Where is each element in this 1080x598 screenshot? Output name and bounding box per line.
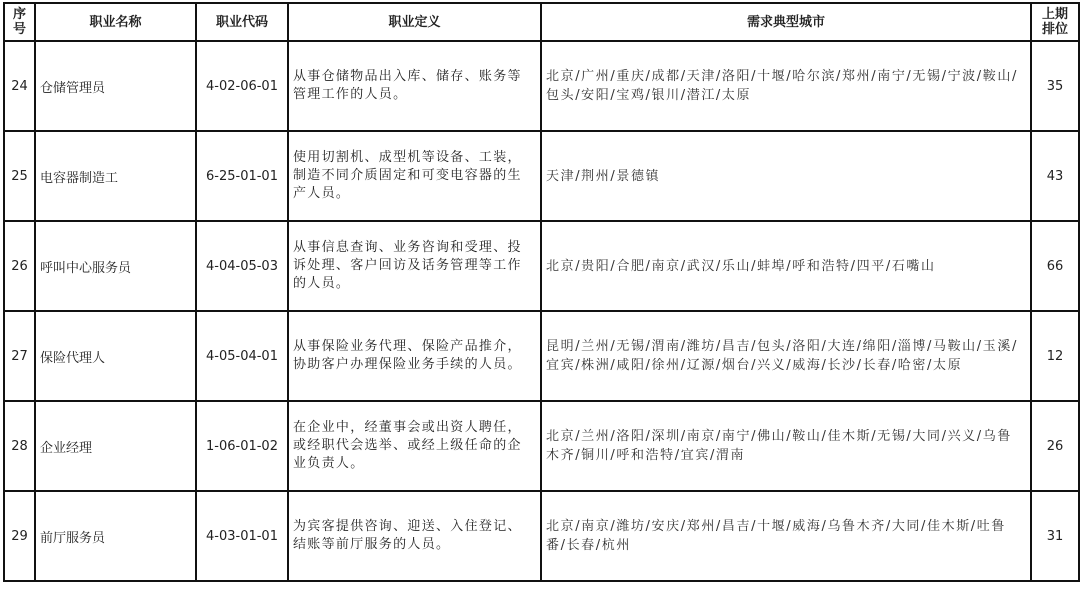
previous-rank: 43: [1031, 131, 1079, 221]
occupation-name: 前厅服务员: [35, 491, 196, 581]
occupation-name: 企业经理: [35, 401, 196, 491]
previous-rank: 12: [1031, 311, 1079, 401]
occupation-definition: 从事保险业务代理、保险产品推介，协助客户办理保险业务手续的人员。: [288, 311, 541, 401]
demand-cities: 昆明/兰州/无锡/渭南/潍坊/昌吉/包头/洛阳/大连/绵阳/淄博/马鞍山/玉溪/宜宾/株洲/咸阳/徐州/辽源/烟台/兴义/威海/长沙/长春/哈密/太原: [541, 311, 1031, 401]
previous-rank: 31: [1031, 491, 1079, 581]
row-number: 29: [4, 491, 35, 581]
table-row: [4, 41, 1079, 131]
header-code: 职业代码: [196, 3, 288, 41]
row-number: 26: [4, 221, 35, 311]
previous-rank: 26: [1031, 401, 1079, 491]
table-row: [4, 221, 1079, 311]
previous-rank: 35: [1031, 41, 1079, 131]
occupation-name: 保险代理人: [35, 311, 196, 401]
demand-cities: 北京/贵阳/合肥/南京/武汉/乐山/蚌埠/呼和浩特/四平/石嘴山: [541, 221, 1031, 311]
occupation-definition: 使用切割机、成型机等设备、工装，制造不同介质固定和可变电容器的生产人员。: [288, 131, 541, 221]
occupation-definition: 在企业中，经董事会或出资人聘任，或经职代会选举、或经上级任命的企业负责人。: [288, 401, 541, 491]
occupation-code: 6-25-01-01: [196, 131, 288, 221]
occupation-code: 4-04-05-03: [196, 221, 288, 311]
occupation-name: 电容器制造工: [35, 131, 196, 221]
table-row: [4, 401, 1079, 491]
demand-cities: 北京/兰州/洛阳/深圳/南京/南宁/佛山/鞍山/佳木斯/无锡/大同/兴义/乌鲁木齐/铜川/呼和浩特/宜宾/渭南: [541, 401, 1031, 491]
occupation-name: 仓储管理员: [35, 41, 196, 131]
row-number: 27: [4, 311, 35, 401]
demand-cities: 北京/南京/潍坊/安庆/郑州/昌吉/十堰/威海/乌鲁木齐/大同/佳木斯/吐鲁番/长春/杭州: [541, 491, 1031, 581]
occupation-name: 呼叫中心服务员: [35, 221, 196, 311]
table-row: [4, 491, 1079, 581]
table-row: [4, 311, 1079, 401]
header-name: 职业名称: [35, 3, 196, 41]
occupation-code: 4-03-01-01: [196, 491, 288, 581]
row-number: 24: [4, 41, 35, 131]
occupation-code: 4-05-04-01: [196, 311, 288, 401]
occupation-code: 1-06-01-02: [196, 401, 288, 491]
header-no: 序号: [4, 3, 35, 41]
table-header-row: [4, 3, 1079, 41]
occupation-definition: 从事信息查询、业务咨询和受理、投诉处理、客户回访及话务管理等工作的人员。: [288, 221, 541, 311]
header-definition: 职业定义: [288, 3, 541, 41]
row-number: 28: [4, 401, 35, 491]
occupation-table: [3, 2, 1080, 582]
previous-rank: 66: [1031, 221, 1079, 311]
table-row: [4, 131, 1079, 221]
occupation-definition: 从事仓储物品出入库、储存、账务等管理工作的人员。: [288, 41, 541, 131]
occupation-code: 4-02-06-01: [196, 41, 288, 131]
occupation-definition: 为宾客提供咨询、迎送、入住登记、结账等前厅服务的人员。: [288, 491, 541, 581]
demand-cities: 天津/荆州/景德镇: [541, 131, 1031, 221]
demand-cities: 北京/广州/重庆/成都/天津/洛阳/十堰/哈尔滨/郑州/南宁/无锡/宁波/鞍山/包头/安阳/宝鸡/银川/潜江/太原: [541, 41, 1031, 131]
header-rank: 上期排位: [1031, 3, 1079, 41]
header-cities: 需求典型城市: [541, 3, 1031, 41]
row-number: 25: [4, 131, 35, 221]
